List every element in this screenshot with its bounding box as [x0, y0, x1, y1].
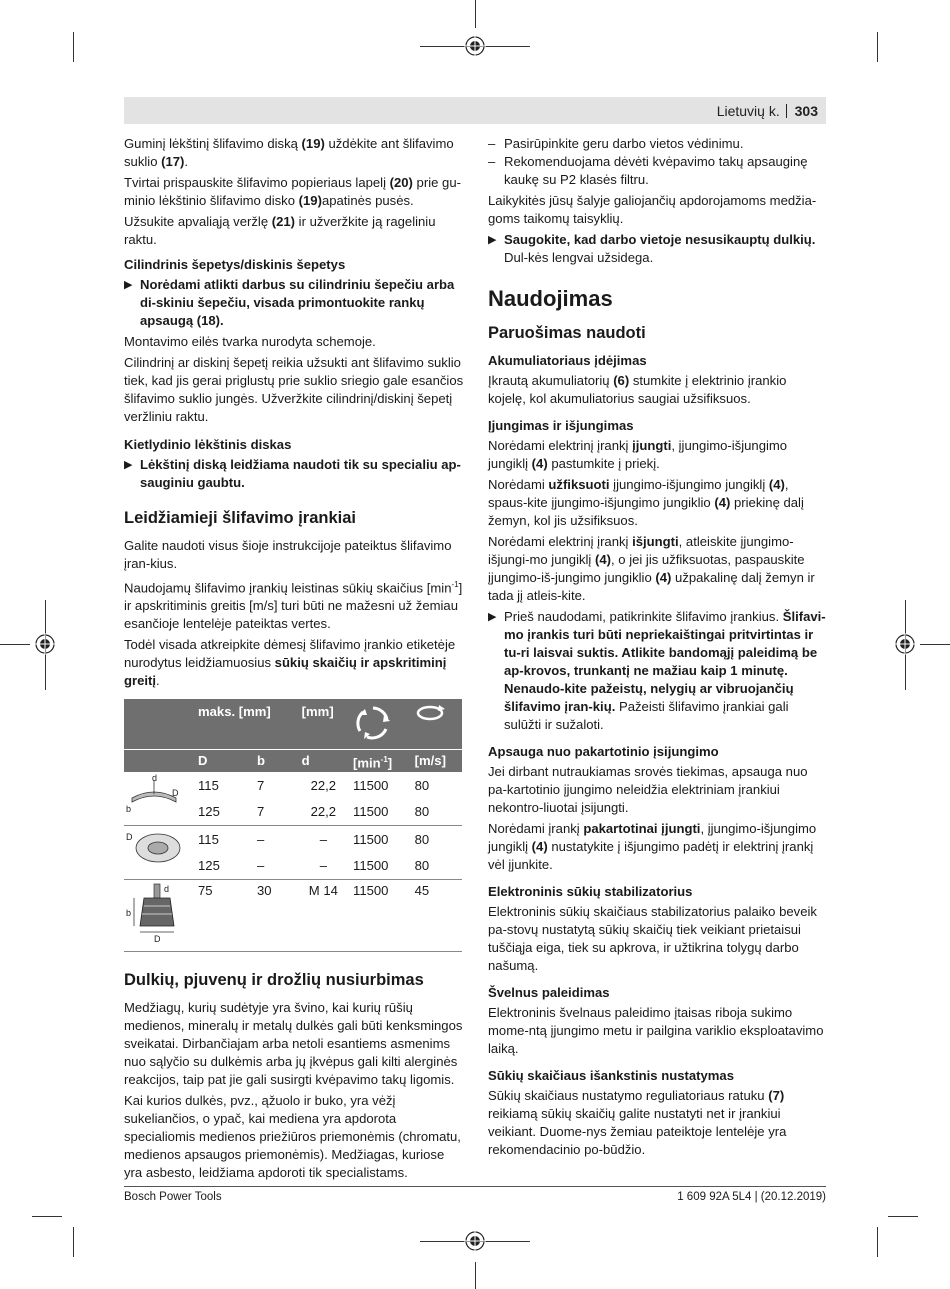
cell: 45 [411, 880, 462, 952]
paragraph: Kai kurios dulkės, pvz., ąžuolo ir buko, yra vėžį sukeliančios, o ypač, kai mediena yra apdorota specialiomis medienos priežiūros priemonėmis (chromatu, medienos apsaugos priemonėmis). Medžiagas, kuriose yra asbesto, leidžiama apdoroti tik specialistams. [124, 1093, 461, 1181]
arrow-bullet-icon: ▶ [488, 234, 497, 246]
cell: 11500 [349, 880, 411, 952]
cell: – [298, 826, 349, 853]
table-row [124, 826, 462, 853]
crop-mark [877, 32, 878, 62]
footer-rule [124, 1186, 826, 1187]
crop-mark [32, 1216, 62, 1217]
dash-item: – Pasirūpinkite geru darbo vietos vėdinimu. [488, 136, 744, 151]
paragraph: Įkrautą akumuliatorių (6) stumkite į elektrinio įrankio kojelę, kol akumuliatorius saugiai užsifiksuos. [488, 373, 787, 406]
paragraph: Norėdami elektrinį įrankį įjungti, įjungimo-išjungimo jungiklį (4) pastumkite į priekį. [488, 438, 788, 471]
cell: – [319, 858, 327, 874]
subsection-heading: Švelnus paleidimas [488, 985, 610, 1000]
paragraph: Užsukite apvaliąją veržlę (21) ir užveržkite ją rageliniu raktu. [124, 214, 436, 247]
speed-table [124, 699, 462, 952]
grinding-disc-diagram [124, 772, 186, 818]
crop-mark [888, 1216, 918, 1217]
cell: 80 [414, 777, 430, 793]
section-heading: Kietlydinio lėkštinis diskas [124, 437, 292, 452]
col-b: b [253, 750, 298, 773]
crop-mark [877, 1227, 878, 1257]
cell: 125 [198, 858, 220, 874]
paragraph: Norėdami užfiksuoti įjungimo-išjungimo jungiklį (4), spaus-kite įjungimo-išjungimo jungiklio (4) priekinę dalį žemyn, kol jis užsifiksuos. [488, 477, 804, 528]
warning-bullet: ▶ Norėdami atlikti darbus su cilindriniu šepečiu arba di-skiniu šepečiu, visada primontuokite rankų apsaugą (18). [124, 277, 455, 328]
crop-mark [73, 32, 74, 62]
registration-target-icon [464, 1230, 486, 1252]
cell: 75 [194, 880, 253, 952]
cell: 22,2 [310, 777, 337, 793]
subsection-heading: Apsauga nuo pakartotinio įsijungimo [488, 744, 719, 759]
paragraph: Elektroninis sūkių skaičiaus stabilizatorius palaiko beveik pa-stovų nustatytą sūkių skaičių tiek veikiant prietaisui tuščiąja eiga, tiek su apkrova, ir užtikrina tolygų darbo našumą. [488, 904, 817, 973]
rotation-speed-icon [353, 703, 393, 743]
language-label: Lietuvių k. [716, 103, 780, 119]
warning-bullet: ▶ Prieš naudodami, patikrinkite šlifavimo įrankius. Šlifavi-mo įrankis turi būti nepriekaištingai pritvirtintas ir tu-ri laisvai suktis. Atlikite bandomąjį paleidimą be ap-krovos, trunkantį ne mažiau kaip 1 minutę. Nenaudo-kite pažeistų, nelygių ar vibruojančių šlifavimo įran-kių. Pažeisti šlifavimo įrankiai gali sulūžti ir sužaloti. [488, 609, 826, 732]
dash-item: – Rekomenduojama dėvėti kvėpavimo takų apsauginę kaukę su P2 klasės filtru. [488, 154, 808, 187]
svg-text:b: b [126, 908, 132, 919]
right-column [488, 135, 826, 1162]
cup-brush-diagram [124, 880, 186, 944]
sanding-disc-diagram [124, 826, 186, 872]
warning-bullet: ▶ Lėkštinį diską leidžiama naudoti tik su specialiu ap-sauginiu gaubtu. [124, 457, 461, 490]
arrow-bullet-icon: ▶ [124, 279, 133, 291]
warning-bullet: ▶ Saugokite, kad darbo vietoje nesusikauptų dulkių. Dul-kės lengvai užsidega. [488, 232, 816, 265]
table-row [124, 772, 462, 798]
cell: M 14 [298, 880, 349, 952]
subsection-heading: Sūkių skaičiaus išankstinis nustatymas [488, 1068, 734, 1083]
page-number: 303 [794, 103, 818, 119]
subsection-heading: Elektroninis sūkių stabilizatorius [488, 884, 693, 899]
registration-target-icon [464, 35, 486, 57]
cell: – [257, 858, 265, 874]
paragraph: Montavimo eilės tvarka nurodyta schemoje. [124, 334, 376, 349]
cell: 80 [414, 858, 430, 874]
chapter-heading: Naudojimas [488, 286, 613, 311]
left-column [124, 135, 464, 1185]
crop-mark [920, 644, 950, 645]
paragraph: Norėdami elektrinį įrankį išjungti, atleiskite įjungimo-išjungi-mo jungiklį (4), o jei jis užfiksuotas, paspauskite įjungimo-iš-jungimo jungiklio (4) užpakalinę dalį žemyn ir tada jį atleis-kite. [488, 534, 815, 603]
paragraph: Elektroninis švelnaus paleidimo įtaisas riboja sukimo mome-ntą įjungimo metu ir pailgina variklio eksploatavimo laiką. [488, 1005, 824, 1056]
crop-mark [73, 1227, 74, 1257]
svg-text:D: D [172, 788, 179, 799]
section-heading: Dulkių, pjuvenų ir drožlių nusiurbimas [124, 971, 424, 990]
peripheral-speed-icon [415, 703, 447, 723]
arrow-bullet-icon: ▶ [124, 459, 133, 471]
svg-text:D: D [126, 832, 133, 843]
registration-target-icon [894, 633, 916, 655]
cell: 80 [411, 826, 462, 853]
registration-target-icon [34, 633, 56, 655]
arrow-bullet-icon: ▶ [488, 611, 497, 623]
header-separator [786, 104, 787, 118]
paragraph: Jei dirbant nutraukiamas srovės tiekimas, apsauga nuo pa-kartotinio įjungimo neleidžia elektriniam įrankiui nekontro-liuotai įsijungti. [488, 764, 808, 815]
col-header-mm: [mm] [298, 699, 349, 750]
col-header-max: maks. [mm] [194, 699, 298, 750]
svg-text:b: b [126, 804, 132, 815]
section-heading: Paruošimas naudoti [488, 324, 646, 342]
section-heading: Leidžiamieji šlifavimo įrankiai [124, 509, 357, 527]
paragraph: Guminį lėkštinį šlifavimo diską (19) uždėkite ant šlifavimo suklio (17). [124, 136, 454, 169]
paragraph: Laikykitės jūsų šalyje galiojančių apdorojamoms medžia-goms taikomų taisyklių. [488, 193, 817, 226]
svg-text:d: d [152, 773, 158, 784]
paragraph: Todėl visada atkreipkite dėmesį šlifavimo įrankio etiketėje nurodytus leidžiamuosius sūkių skaičių ir apskritiminį greitį. [124, 637, 456, 689]
subsection-heading: Akumuliatoriaus įdėjimas [488, 353, 647, 368]
section-heading: Cilindrinis šepetys/diskinis šepetys [124, 257, 346, 272]
cell: 115 [194, 826, 253, 853]
col-D: D [194, 750, 253, 773]
subsection-heading: Įjungimas ir išjungimas [488, 418, 634, 433]
page-header [717, 103, 818, 119]
cell: 115 [198, 777, 219, 793]
paragraph: Medžiagų, kurių sudėtyje yra švino, kai kurių rūšių medienos, mineralų ir metalų dulkės gali būti kenksmingos sveikatai. Dirbančiajam arba netoli esantiems asmenims nuo sąlyčio su dulkėmis arba jų įkvėpus gali kilti alerginės reakcijos, taip pat jie gali susirgti kvėpavimo takų ligomis. [124, 1000, 463, 1088]
crop-mark [475, 0, 476, 28]
cell: 125 [198, 804, 220, 820]
cup-brush-diagram-cell [124, 880, 194, 952]
cell: 30 [253, 880, 298, 952]
crop-mark [475, 1262, 476, 1289]
paragraph: Sūkių skaičiaus nustatymo reguliatoriaus ratuku (7) reikiamą sūkių skaičių galite nustatyti net ir įrankiui veikiant. Duome-nys žemiau pateiktoje lentelėje yra rekomendacinio po-būdžio. [488, 1088, 787, 1157]
sanding-disc-diagram-cell [124, 826, 194, 880]
paragraph: Galite naudoti visus šioje instrukcijoje pateiktus šlifavimo įran-kius. [124, 538, 452, 571]
paragraph: Tvirtai prispauskite šlifavimo popieriaus lapelį (20) prie gu-minio lėkštinio šlifavimo disko (19)apatinės pusės. [124, 175, 461, 208]
footer-brand: Bosch Power Tools [124, 1191, 222, 1203]
cell: 7 [257, 777, 265, 793]
paragraph: Cilindrinį ar diskinį šepetį reikia užsukti ant šlifavimo suklio tiek, kad jis gerai priglustų prie suklio sriegio gale esančios šlifavimo suklio jungės. Užveržkite cilindrinį/diskinį šepetį veržliniu raktu. [124, 355, 464, 424]
grinding-disc-diagram-cell [124, 772, 194, 826]
cell: 11500 [349, 826, 411, 853]
svg-text:d: d [164, 884, 170, 895]
footer-doc-number: 1 609 92A 5L4 | (20.12.2019) [677, 1191, 826, 1203]
cell: 11500 [353, 858, 389, 874]
cell: 11500 [353, 777, 389, 793]
cell: 11500 [353, 804, 389, 820]
speed-icon-cell [349, 699, 411, 750]
peripheral-speed-icon-cell [411, 699, 462, 750]
table-row [124, 880, 462, 952]
cell: 7 [257, 804, 265, 820]
paragraph: Norėdami įrankį pakartotinai įjungti, įjungimo-išjungimo jungiklį (4) nustatykite į išjungimo padėtį ir elektrinį įrankį vėl įjunkite. [488, 821, 817, 872]
col-ms: [m/s] [411, 750, 462, 773]
cell: 80 [414, 804, 430, 820]
paragraph: Naudojamų šlifavimo įrankių leistinas sūkių skaičius $[\min^{-1}]$ ir apskritiminis greitis [m/s] turi būti ne mažesni už žemiau esančioje lentelėje pateiktas vertes. [124, 580, 463, 632]
crop-mark [0, 644, 30, 645]
svg-text:D: D [154, 934, 161, 945]
col-d: d [298, 750, 349, 773]
col-min: $[\min^{-1}]$ [349, 750, 411, 773]
cell: – [253, 826, 298, 853]
cell: 22,2 [310, 804, 337, 820]
